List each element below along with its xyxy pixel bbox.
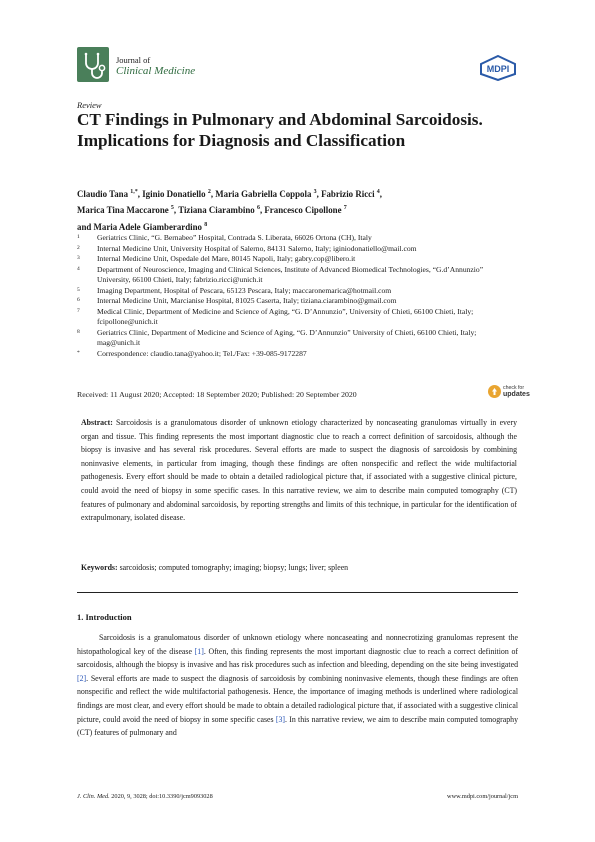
affiliation-text[interactable]: Department of Neuroscience, Imaging and Clinical Sciences, Institute of Advanced Biomedical Technologies, “G.d’Annunzio” University, 66100 Chieti, Italy; fabrizio.ricci@unich.it: [97, 264, 484, 285]
affiliation-number: 4: [77, 265, 80, 272]
affiliation-text: Geriatrics Clinic, “G. Bernabeo” Hospital, Contrada S. Liberata, 66026 Ortona (CH), Italy: [97, 233, 372, 242]
author-name[interactable]: Claudio Tana: [77, 188, 129, 199]
author-name[interactable]: Maria Gabriella Coppola: [215, 188, 312, 199]
citation-link[interactable]: [1]: [194, 646, 204, 656]
author-affiliation-mark: 1,*: [130, 189, 138, 195]
journal-name: Clinical Medicine: [116, 65, 196, 77]
author-affiliation-mark: 5: [170, 205, 174, 212]
footer-citation-rest: 2020, 9, 3028; doi:10.3390/jcm9093028: [109, 793, 213, 800]
author-affiliation-mark: 3: [313, 189, 317, 195]
affiliation-text[interactable]: Geriatrics Clinic, Department of Medicine and Science of Aging, “G. D’Annunzio” University of Chieti, 66100 Chieti, Italy; mag@unich.it: [97, 327, 477, 348]
keywords-text: sarcoidosis; computed tomography; imaging; biopsy; lungs; liver; spleen: [119, 563, 349, 572]
mdpi-logo-icon[interactable]: [479, 55, 517, 81]
author-name[interactable]: Iginio Donatiello: [142, 188, 206, 199]
author-affiliation-mark: 2: [207, 189, 211, 195]
correspondence-text[interactable]: Correspondence: claudio.tana@yahoo.it; Tel./Fax: +39-085-9172287: [97, 349, 307, 359]
affiliation-item: [77, 328, 517, 349]
affiliation-number: 1: [77, 234, 80, 240]
author-name[interactable]: Francesco Cipollone: [264, 205, 342, 216]
updates-line1: check for: [503, 385, 525, 391]
author-name[interactable]: Maria Adele Giamberardino: [93, 221, 202, 232]
affiliation-text[interactable]: Imaging Department, Hospital of Pescara, 65123 Pescara, Italy; maccaronemarica@hotmail.com: [97, 285, 392, 295]
abstract: [81, 416, 517, 525]
affiliation-number: 6: [77, 297, 80, 304]
correspondence-item: [77, 349, 517, 360]
footer-citation: [77, 793, 213, 800]
affiliation-text[interactable]: Internal Medicine Unit, University Hospital of Salerno, 84131 Salerno, Italy; iginiodonatiello@mail.com: [97, 243, 417, 253]
check-for-updates-button[interactable]: [488, 383, 530, 403]
author-affiliation-mark: 6: [256, 205, 260, 212]
author-name[interactable]: Fabrizio Ricci: [321, 188, 375, 199]
body-text-segment: . Often, this finding represents the most important diagnostic clue to reach a correct definition of sarcoidosis, although the biopsy is invasive and has risk procedures such as infection and bleeding, depending on the site being investigated: [77, 646, 518, 670]
body-text-segment: . In this narrative review, we aim to describe main computed tomography (CT) features of pulmonary and: [77, 714, 518, 738]
affiliation-number: 8: [77, 328, 80, 335]
body-text-segment: Sarcoidosis is a granulomatous disorder of unknown etiology where noncaseating and nonnecrotizing granulomas represent the histopathological key of the disease: [77, 633, 518, 656]
affiliation-item: [77, 307, 517, 328]
article-type: Review: [77, 100, 102, 110]
keywords: [81, 563, 517, 572]
keywords-label: Keywords:: [81, 563, 118, 572]
affiliation-number: 3: [77, 255, 80, 262]
mdpi-logo-text: MDPI: [486, 64, 510, 74]
journal-of-label: Journal of: [116, 55, 151, 65]
affiliation-item: [77, 233, 517, 244]
publication-dates: Received: 11 August 2020; Accepted: 18 September 2020; Published: 20 September 2020: [77, 390, 357, 399]
updates-icon: [488, 385, 501, 398]
footer-journal-abbr: J. Clin. Med.: [77, 793, 110, 800]
abstract-text: Sarcoidosis is a granulomatous disorder of unknown etiology characterized by noncaseating granulomas virtually in every organ and tissue. This finding represents the most important diagnostic clue to reach a correct definition of sarcoidosis, although the biopsy is invasive and has several risk procedures. Several efforts are made to suspect the diagnosis of sarcoidosis by combining noninvasive elements, in particular from imaging, though these findings are often nonspecific and reflect the wide multifactorial pathogenesis. Every effort should be made to obtain a detailed radiological picture that, if associated with a suggestive clinical picture, could avoid the need of biopsy in some specific cases. In this narrative review, we aim to describe main computed tomography (CT) features of pulmonary and abdominal sarcoidosis, by reporting strengths and limits of this technique, in particular for the identification of extrapulmonary, isolated disease.: [81, 418, 517, 523]
affiliation-item: [77, 254, 517, 265]
affiliation-item: [77, 296, 517, 307]
affiliation-text[interactable]: Internal Medicine Unit, Ospedale del Mare, 80145 Napoli, Italy; gabry.cop@libero.it: [97, 254, 356, 264]
citation-link[interactable]: [2]: [77, 673, 87, 683]
author-name[interactable]: Marica Tina Maccarone: [77, 205, 169, 216]
affiliation-number: 2: [77, 244, 80, 251]
body-paragraph: [77, 631, 518, 740]
author-affiliation-mark: 8: [204, 221, 208, 228]
section-divider: [77, 592, 518, 593]
footer-url[interactable]: www.mdpi.com/journal/jcm: [447, 793, 518, 800]
affiliation-number: 7: [77, 307, 80, 314]
affiliation-item: [77, 286, 517, 297]
author-affiliation-mark: 4: [376, 189, 380, 195]
author-name[interactable]: Tiziana Ciarambino: [178, 205, 255, 216]
citation-link[interactable]: [3]: [275, 714, 286, 724]
body-text-segment: . Several efforts are made to suspect the diagnosis of sarcoidosis by combining noninvasive elements, though these findings are often nonspecific and reflect the wide multifactorial pathogenesis. Hence, the importance of imaging methods is underlined where radiological findings are most clear, and every effort should be made to obtain a detailed radiological picture that, if associated with a suggestive clinical picture, could avoid the need of biopsy in some specific cases: [77, 673, 518, 724]
article-title: CT Findings in Pulmonary and Abdominal Sarcoidosis. Implications for Diagnosis and Classification: [77, 110, 483, 150]
abstract-label: Abstract:: [81, 418, 113, 427]
section-heading: 1. Introduction: [77, 612, 132, 622]
updates-line2: updates: [503, 391, 530, 398]
affiliation-list: [77, 233, 517, 360]
affiliation-text[interactable]: Medical Clinic, Department of Medicine and Science of Aging, “G. D’Annunzio”, University of Chieti, 66100 Chieti, Italy; fcipollone@unich.it: [97, 306, 474, 327]
author-list: Claudio Tana $^{1,*}$, Iginio Donatiello $^2$, Maria Gabriella Coppola $^3$, Fabrizio Ricci $^4$, Marica Tina Maccarone $^5$, Tiziana Ciarambino $^6$, Francesco Cipollone $^7$ and Maria Adele Giamberardino $^8$: [77, 188, 382, 232]
correspondence-mark: *: [77, 350, 80, 357]
affiliation-item: [77, 244, 517, 255]
affiliation-text[interactable]: Internal Medicine Unit, Marcianise Hospital, 81025 Caserta, Italy; tiziana.ciarambino@gmail.com: [97, 296, 397, 306]
affiliation-number: 5: [77, 286, 80, 293]
author-affiliation-mark: 7: [343, 205, 347, 212]
journal-logo-icon: [77, 47, 109, 82]
affiliation-item: [77, 265, 517, 286]
